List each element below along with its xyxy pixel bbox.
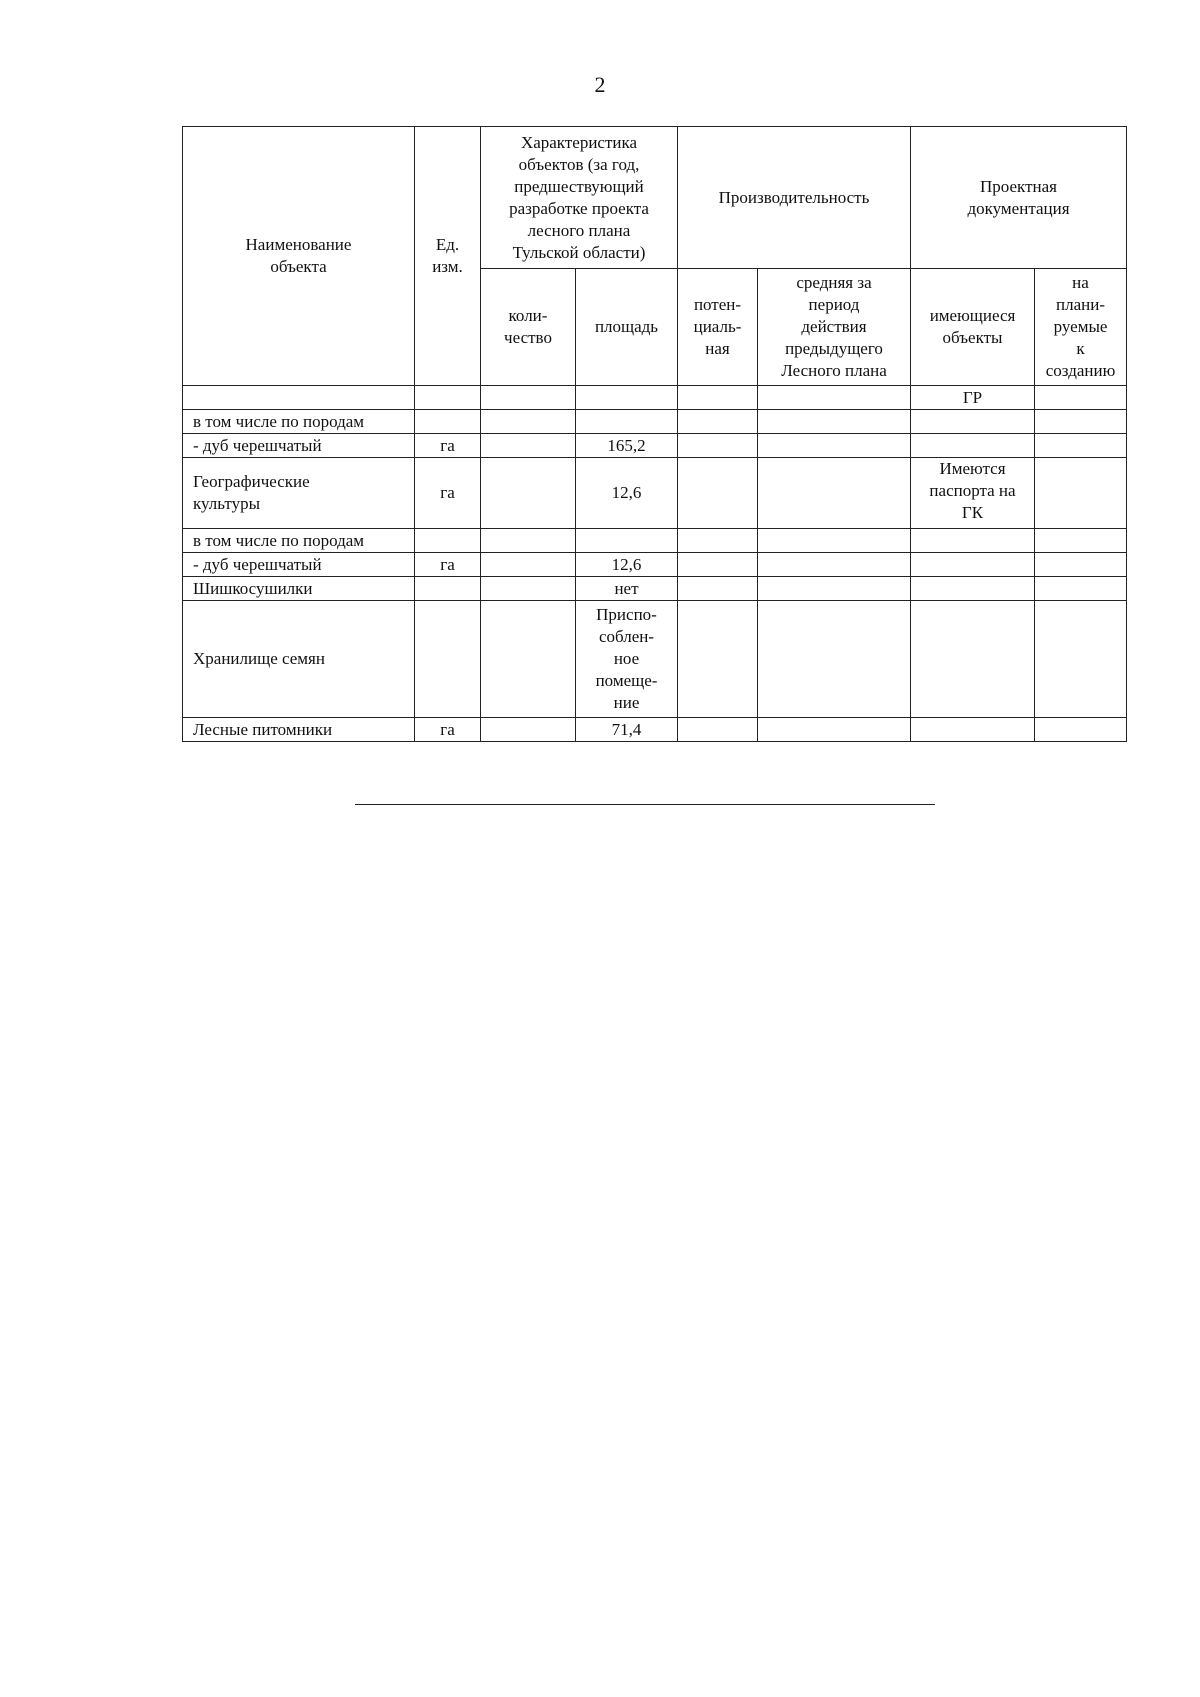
cell-area: 165,2 (576, 434, 678, 458)
cell-average (758, 458, 911, 529)
cell-planned (1035, 458, 1127, 529)
table-row (183, 577, 1127, 601)
cell-average (758, 434, 911, 458)
cell-potential (678, 410, 758, 434)
cell-count (481, 458, 576, 529)
cell-name: в том числе по породам (183, 529, 415, 553)
cell-unit: га (415, 458, 481, 529)
cell-potential (678, 529, 758, 553)
cell-count (481, 529, 576, 553)
cell-existing (911, 577, 1035, 601)
header-productivity: Производительность (678, 127, 911, 269)
table-row (183, 601, 1127, 718)
cell-existing (911, 410, 1035, 434)
cell-count (481, 386, 576, 410)
table-row (183, 386, 1127, 410)
cell-potential (678, 577, 758, 601)
cell-unit (415, 601, 481, 718)
cell-unit: га (415, 553, 481, 577)
cell-area (576, 529, 678, 553)
end-rule (355, 804, 935, 805)
cell-average (758, 718, 911, 742)
cell-count (481, 553, 576, 577)
cell-count (481, 601, 576, 718)
header-count: коли- чество (481, 269, 576, 386)
cell-area: 12,6 (576, 553, 678, 577)
cell-potential (678, 386, 758, 410)
cell-name: Лесные питомники (183, 718, 415, 742)
cell-average (758, 553, 911, 577)
cell-name (183, 386, 415, 410)
table-row (183, 553, 1127, 577)
cell-area (576, 410, 678, 434)
cell-name: - дуб черешчатый (183, 553, 415, 577)
cell-name: - дуб черешчатый (183, 434, 415, 458)
cell-planned (1035, 601, 1127, 718)
cell-count (481, 410, 576, 434)
cell-average (758, 410, 911, 434)
header-project-docs: Проектная документация (911, 127, 1127, 269)
table-row (183, 458, 1127, 529)
cell-existing (911, 553, 1035, 577)
header-planned: на плани- руемые к созданию (1035, 269, 1127, 386)
header-area: площадь (576, 269, 678, 386)
cell-name: Географические культуры (183, 458, 415, 529)
cell-unit (415, 529, 481, 553)
cell-existing (911, 718, 1035, 742)
cell-count (481, 577, 576, 601)
cell-potential (678, 434, 758, 458)
cell-average (758, 577, 911, 601)
cell-area: нет (576, 577, 678, 601)
cell-name: Шишкосушилки (183, 577, 415, 601)
cell-potential (678, 458, 758, 529)
cell-area: Приспо- соблен- ное помеще- ние (576, 601, 678, 718)
header-existing: имеющиеся объекты (911, 269, 1035, 386)
header-characteristics: Характеристика объектов (за год, предшествующий разработке проекта лесного плана Тульской области) (481, 127, 678, 269)
cell-count (481, 718, 576, 742)
cell-name: Хранилище семян (183, 601, 415, 718)
cell-planned (1035, 410, 1127, 434)
cell-planned (1035, 577, 1127, 601)
cell-average (758, 386, 911, 410)
cell-potential (678, 553, 758, 577)
cell-potential (678, 601, 758, 718)
header-average: средняя за период действия предыдущего Лесного плана (758, 269, 911, 386)
cell-potential (678, 718, 758, 742)
cell-average (758, 601, 911, 718)
cell-area: 12,6 (576, 458, 678, 529)
cell-existing (911, 529, 1035, 553)
cell-count (481, 434, 576, 458)
page-number: 2 (594, 72, 606, 97)
cell-unit (415, 386, 481, 410)
table-row (183, 410, 1127, 434)
cell-average (758, 529, 911, 553)
cell-area (576, 386, 678, 410)
objects-table (182, 126, 1127, 742)
cell-existing: Имеются паспорта на ГК (911, 458, 1035, 529)
cell-planned (1035, 718, 1127, 742)
header-row-1 (183, 127, 1127, 269)
header-potential: потен- циаль- ная (678, 269, 758, 386)
table-row (183, 434, 1127, 458)
cell-unit: га (415, 434, 481, 458)
cell-unit: га (415, 718, 481, 742)
cell-name: в том числе по породам (183, 410, 415, 434)
cell-planned (1035, 434, 1127, 458)
cell-planned (1035, 553, 1127, 577)
table-row (183, 529, 1127, 553)
table-body (183, 386, 1127, 742)
header-unit: Ед. изм. (415, 127, 481, 386)
cell-existing (911, 434, 1035, 458)
cell-existing (911, 601, 1035, 718)
header-name: Наименование объекта (183, 127, 415, 386)
cell-planned (1035, 529, 1127, 553)
cell-planned (1035, 386, 1127, 410)
cell-area: 71,4 (576, 718, 678, 742)
cell-unit (415, 410, 481, 434)
table-row (183, 718, 1127, 742)
cell-unit (415, 577, 481, 601)
cell-existing: ГР (911, 386, 1035, 410)
